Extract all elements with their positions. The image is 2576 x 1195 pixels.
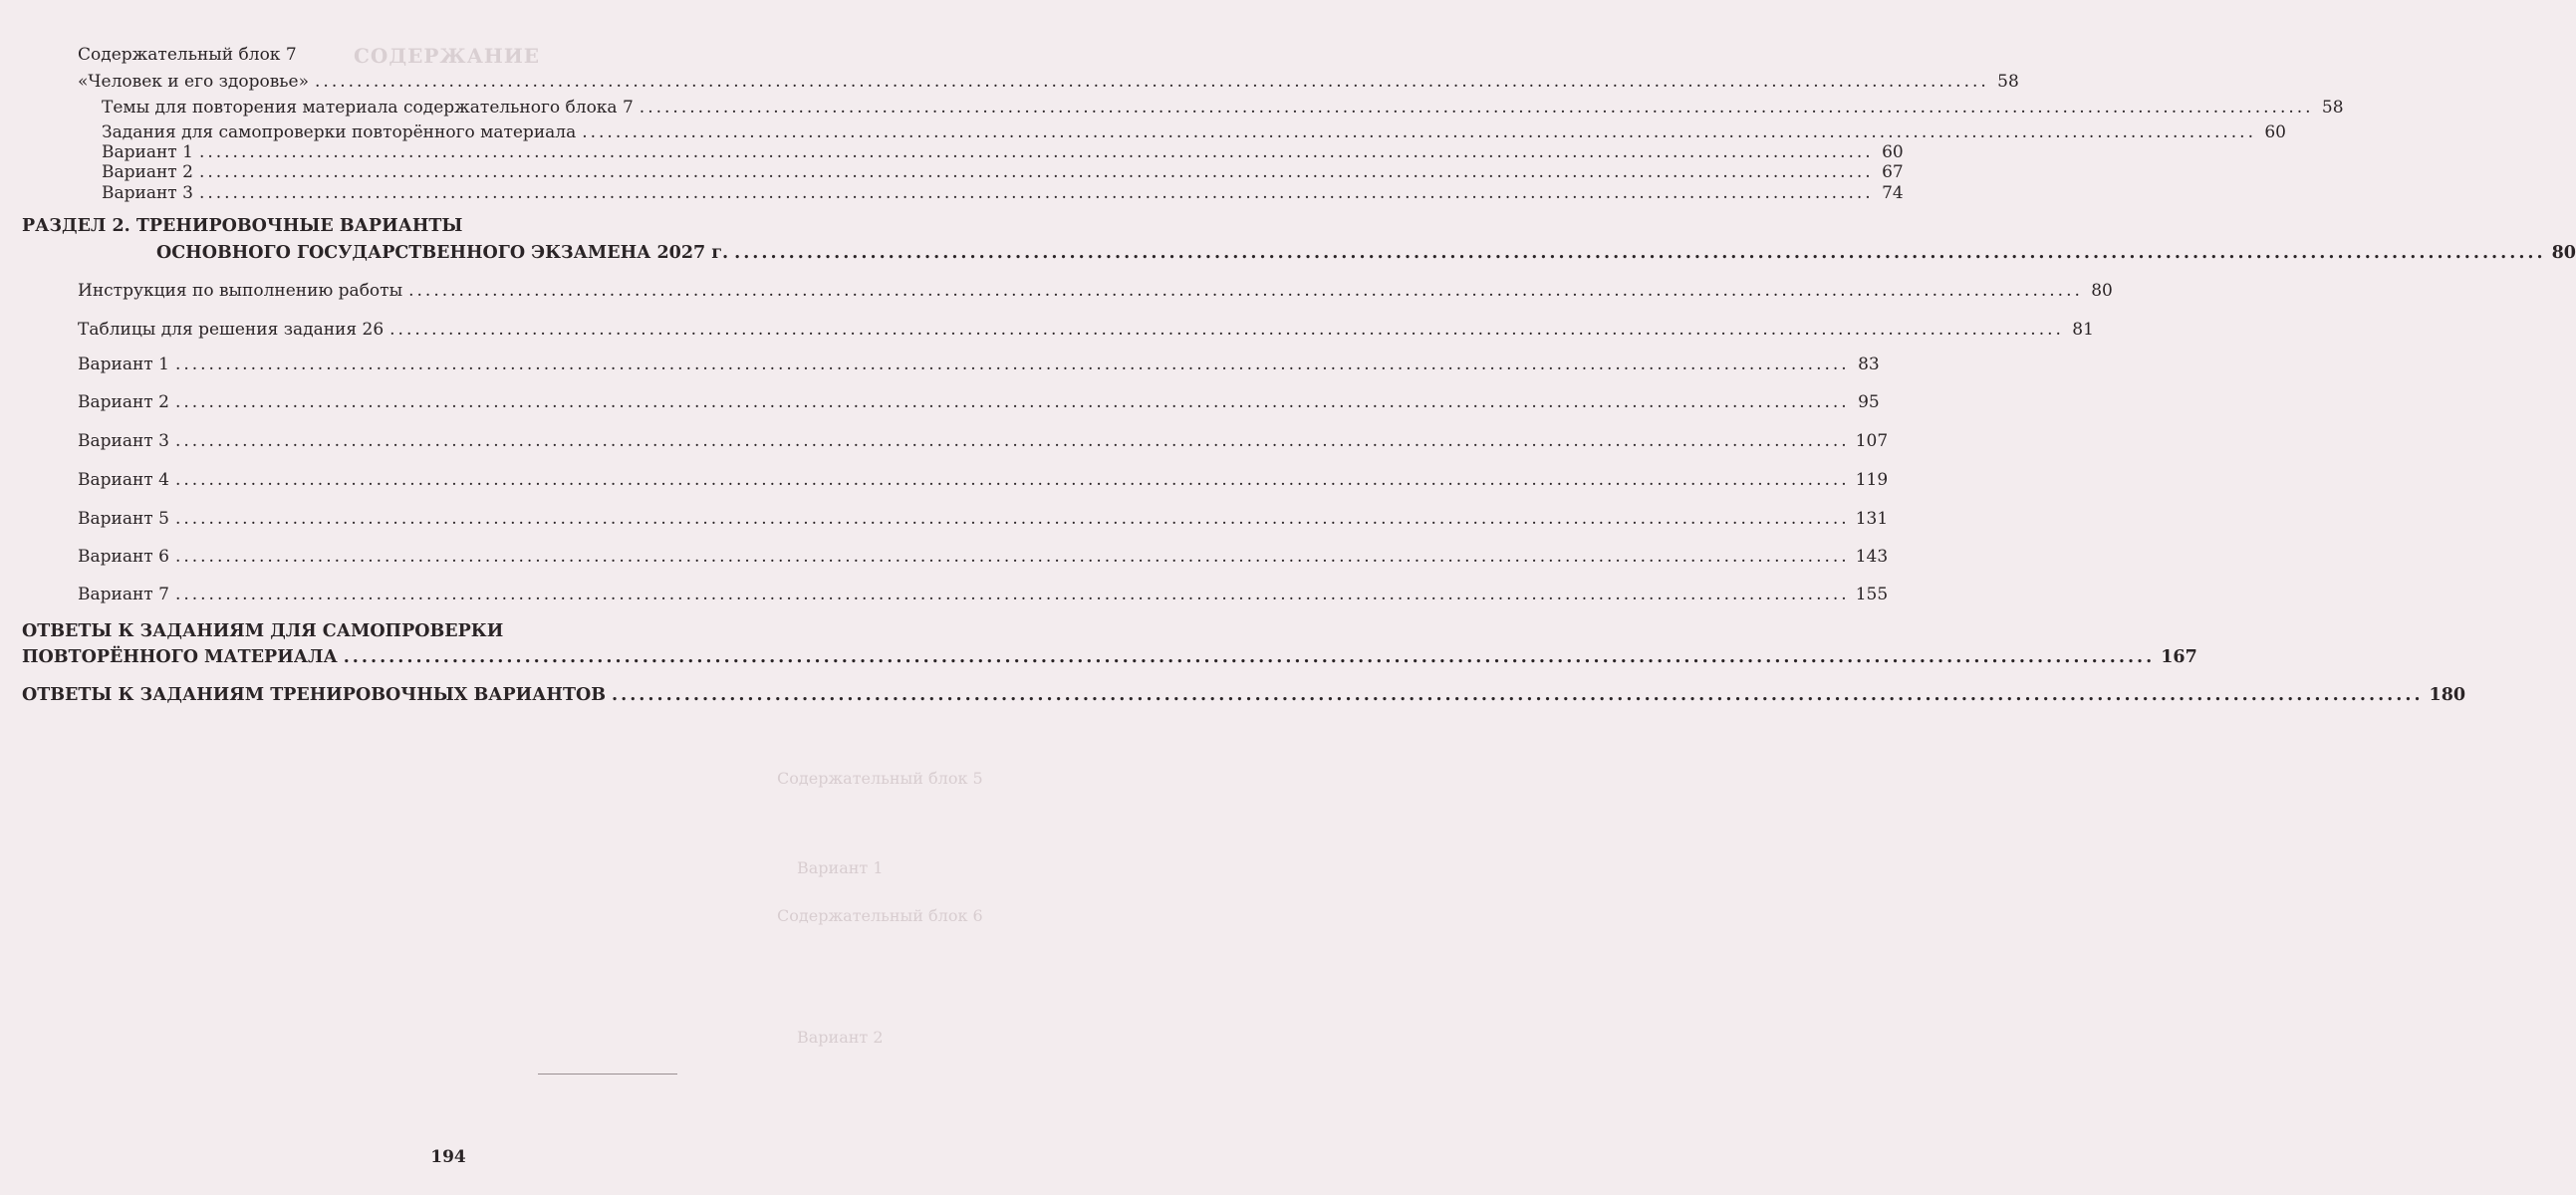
toc-page-number: 119 bbox=[1855, 470, 1889, 490]
toc-entry-title: Вариант 6 bbox=[78, 547, 169, 567]
toc-entry-variant[interactable] bbox=[78, 355, 1880, 374]
toc-entry-title: Вариант 1 bbox=[102, 142, 193, 162]
toc-entry-variant[interactable] bbox=[102, 183, 1904, 203]
toc-page-number: 107 bbox=[1855, 431, 1889, 451]
toc-page-number: 143 bbox=[1855, 547, 1889, 567]
dot-leader bbox=[175, 547, 1850, 567]
toc-entry-answers-train[interactable] bbox=[22, 685, 2466, 705]
toc-entry-title: Вариант 3 bbox=[102, 183, 193, 203]
toc-entry-title: «Человек и его здоровье» bbox=[78, 72, 310, 92]
dot-leader bbox=[199, 142, 1874, 162]
toc-entry-section2[interactable] bbox=[156, 243, 2576, 263]
toc-page-number: 95 bbox=[1858, 392, 1880, 412]
toc-page-number: 81 bbox=[2072, 320, 2094, 340]
toc-entry-variant[interactable] bbox=[78, 392, 1880, 412]
toc-entry-variant[interactable] bbox=[78, 431, 1889, 451]
toc-page-number: 60 bbox=[2264, 122, 2286, 142]
dot-leader bbox=[175, 509, 1850, 529]
toc-entry-instruction[interactable] bbox=[78, 281, 2113, 301]
dot-leader bbox=[175, 431, 1850, 451]
toc-entry-variant[interactable] bbox=[102, 142, 1904, 162]
toc-entry-title: Вариант 2 bbox=[78, 392, 169, 412]
toc-page-number: 67 bbox=[1882, 162, 1904, 182]
dot-leader bbox=[199, 162, 1874, 182]
toc-page-number: 60 bbox=[1882, 142, 1904, 162]
dot-leader bbox=[734, 243, 2546, 263]
dot-leader bbox=[175, 355, 1850, 374]
block7-heading: Содержательный блок 7 bbox=[78, 45, 297, 65]
toc-entry-title: ПОВТОРЁННОГО МАТЕРИАЛА bbox=[22, 647, 338, 667]
toc-page-number: 83 bbox=[1858, 355, 1880, 374]
dot-leader bbox=[612, 685, 2424, 705]
toc-entry-variant[interactable] bbox=[78, 547, 1889, 567]
ghost-line: Вариант 1 bbox=[797, 858, 884, 877]
dot-leader bbox=[175, 585, 1850, 604]
dot-leader bbox=[389, 320, 2064, 340]
toc-entry-title: Вариант 3 bbox=[78, 431, 169, 451]
toc-entry-variant[interactable] bbox=[78, 509, 1889, 529]
dot-leader bbox=[344, 647, 2156, 667]
dot-leader bbox=[175, 392, 1850, 412]
toc-entry-selfcheck[interactable] bbox=[102, 122, 2286, 142]
ghost-line: Содержательный блок 6 bbox=[777, 906, 983, 925]
toc-page-number: 80 bbox=[2551, 243, 2576, 263]
toc-page-number: 58 bbox=[1997, 72, 2019, 92]
toc-entry-variant[interactable] bbox=[102, 162, 1904, 182]
toc-entry-topics[interactable] bbox=[102, 98, 2344, 118]
toc-entry-title: Таблицы для решения задания 26 bbox=[78, 320, 385, 340]
footer-rule bbox=[538, 1074, 677, 1075]
toc-page-number: 131 bbox=[1855, 509, 1889, 529]
toc-page-number: 167 bbox=[2161, 647, 2197, 667]
toc-entry-variant[interactable] bbox=[78, 585, 1889, 604]
toc-entry-block7[interactable] bbox=[78, 72, 2019, 92]
toc-entry-title: Вариант 7 bbox=[78, 585, 169, 604]
toc-entry-title: Темы для повторения материала содержательного блока 7 bbox=[102, 98, 634, 118]
ghost-title: СОДЕРЖАНИЕ bbox=[354, 44, 540, 68]
ghost-line: Вариант 2 bbox=[797, 1028, 884, 1047]
toc-entry-title: Вариант 5 bbox=[78, 509, 169, 529]
page-number: 194 bbox=[430, 1147, 466, 1167]
toc-entry-answers-self[interactable] bbox=[22, 647, 2197, 667]
ghost-line: Содержательный блок 5 bbox=[777, 769, 983, 788]
dot-leader bbox=[408, 281, 2083, 301]
toc-entry-variant[interactable] bbox=[78, 470, 1889, 490]
toc-page-number: 180 bbox=[2429, 685, 2466, 705]
dot-leader bbox=[175, 470, 1850, 490]
toc-page-number: 155 bbox=[1855, 585, 1889, 604]
toc-entry-title: Вариант 2 bbox=[102, 162, 193, 182]
dot-leader bbox=[582, 122, 2256, 142]
toc-entry-title: Задания для самопроверки повторённого материала bbox=[102, 122, 577, 142]
toc-entry-title: Вариант 4 bbox=[78, 470, 169, 490]
toc-page-number: 58 bbox=[2321, 98, 2344, 118]
dot-leader bbox=[640, 98, 2314, 118]
toc-entry-title: Вариант 1 bbox=[78, 355, 169, 374]
dot-leader bbox=[199, 183, 1874, 203]
toc-entry-tables[interactable] bbox=[78, 320, 2094, 340]
toc-entry-title: ОТВЕТЫ К ЗАДАНИЯМ ТРЕНИРОВОЧНЫХ ВАРИАНТОВ bbox=[22, 685, 607, 705]
toc-entry-title: Инструкция по выполнению работы bbox=[78, 281, 403, 301]
answers-self-heading: ОТВЕТЫ К ЗАДАНИЯМ ДЛЯ САМОПРОВЕРКИ bbox=[22, 621, 504, 641]
toc-entry-title: ОСНОВНОГО ГОСУДАРСТВЕННОГО ЭКЗАМЕНА 2027 г. bbox=[156, 243, 729, 263]
dot-leader bbox=[315, 72, 1989, 92]
section2-heading: РАЗДЕЛ 2. ТРЕНИРОВОЧНЫЕ ВАРИАНТЫ bbox=[22, 216, 463, 236]
toc-page-number: 74 bbox=[1882, 183, 1904, 203]
toc-page-number: 80 bbox=[2091, 281, 2113, 301]
